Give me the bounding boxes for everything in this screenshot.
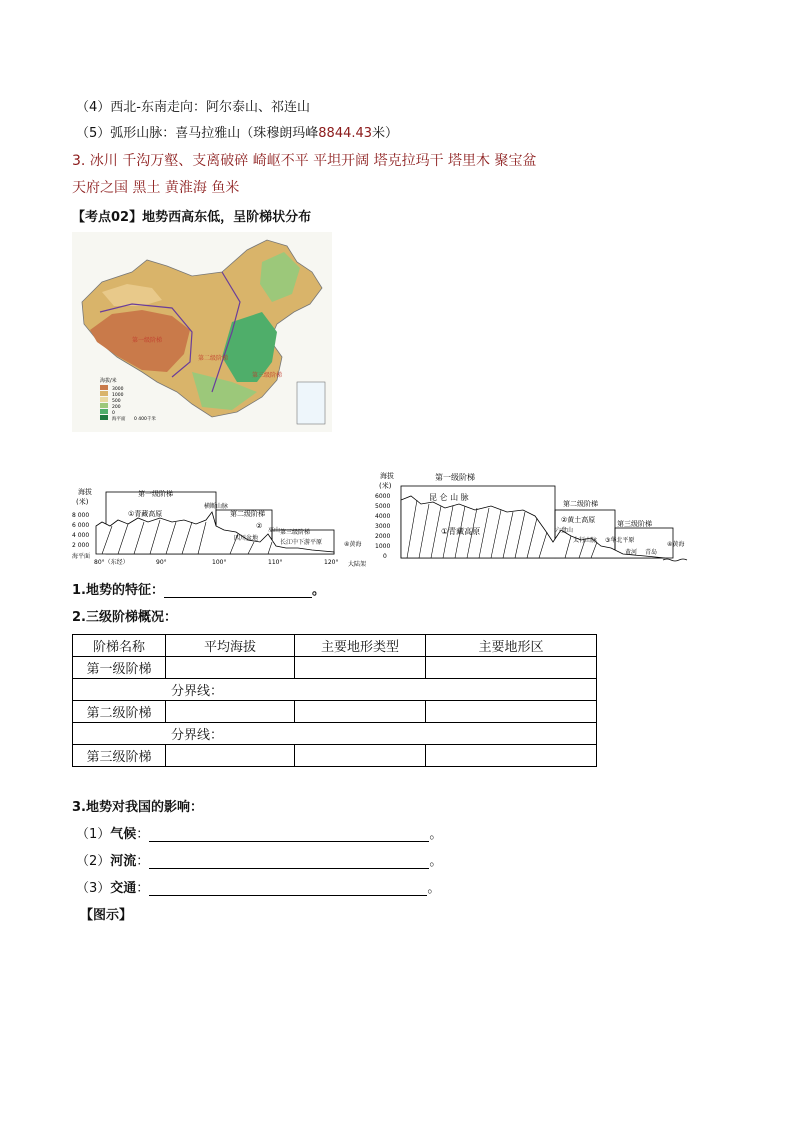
china-terrain-map xyxy=(72,232,332,432)
right-liupan: 六盘山 xyxy=(555,527,574,534)
left-region1: ①青藏高原 xyxy=(128,510,163,518)
left-region2: ② xyxy=(256,522,263,530)
q3-answer-blank[interactable] xyxy=(149,827,429,842)
answer-cell[interactable] xyxy=(166,657,295,679)
right-taihang: 太行山脉 xyxy=(573,537,598,544)
line5-prefix: （5）弧形山脉：喜马拉雅山（珠穆朗玛峰 xyxy=(76,126,319,141)
right-step1: 第一级阶梯 xyxy=(435,473,475,482)
table-row xyxy=(73,745,597,767)
q3-answer-blank[interactable] xyxy=(149,854,429,869)
profile-right xyxy=(375,466,695,566)
profile-left xyxy=(72,482,382,574)
right-sea: ④黄海 xyxy=(667,541,685,548)
left-sichuan: 四川盆地 xyxy=(234,535,259,542)
answer-cell[interactable] xyxy=(166,701,295,723)
q3-item-climate xyxy=(76,823,442,842)
table-row xyxy=(73,679,597,701)
right-ytick: 4000 xyxy=(375,513,391,520)
left-step1: 第一级阶梯 xyxy=(138,490,173,498)
q3-item-label: 气候 xyxy=(110,827,137,842)
left-step3: 第三级阶梯 xyxy=(280,529,311,536)
tushi-label: 【图示】 xyxy=(80,908,133,923)
legend-item: 3000 xyxy=(112,387,124,392)
q3-item-mark: ： xyxy=(136,881,150,896)
answer-cell[interactable] xyxy=(426,657,597,679)
left-xtick: 110° xyxy=(268,559,283,566)
q3-item-river xyxy=(76,850,442,869)
left-shelf: 大陆架 xyxy=(348,561,367,568)
q3-item-mark: ： xyxy=(136,827,150,842)
mountain-line-4: （4）西北-东南走向：阿尔泰山、祁连山 xyxy=(76,100,310,115)
map-scale: 0 400千米 xyxy=(134,417,156,422)
right-step3: 第三级阶梯 xyxy=(617,520,652,528)
left-ytick: 8 000 xyxy=(72,512,90,519)
q3-item-num: （2） xyxy=(76,854,111,869)
left-yangtze: 长江中下游平原 xyxy=(280,539,323,546)
table-row xyxy=(73,701,597,723)
left-ytick: 4 000 xyxy=(72,532,90,539)
right-ytick: 3000 xyxy=(375,523,391,530)
right-yunit: (米) xyxy=(379,482,392,490)
right-region2: ②黄土高原 xyxy=(561,516,596,524)
q1-label: 1.地势的特征： xyxy=(72,583,164,598)
header-cell: 主要地形区 xyxy=(426,635,597,657)
answer-cell[interactable] xyxy=(426,745,597,767)
right-ytick: 6000 xyxy=(375,493,391,500)
mountain-line-5 xyxy=(76,122,398,141)
boundary-cell[interactable]: 分界线： xyxy=(73,679,597,701)
q3-item-label: 河流 xyxy=(110,854,137,869)
right-ytick: 0 xyxy=(383,553,387,560)
left-ytick: 2 000 xyxy=(72,542,90,549)
answer-line-3: 3. 冰川 千沟万壑、支离破碎 崎岖不平 平坦开阔 塔克拉玛干 塔里木 聚宝盆 xyxy=(72,153,537,169)
right-ytick: 5000 xyxy=(375,503,391,510)
right-ytick: 1000 xyxy=(375,543,391,550)
map-step2-label: 第二级阶梯 xyxy=(198,355,229,362)
right-ylabel: 海拔 xyxy=(380,472,394,480)
legend-item: 1000 xyxy=(112,393,124,398)
row-label: 第二级阶梯 xyxy=(73,701,166,723)
q3-item-end: 。 xyxy=(429,854,443,869)
left-hengduan: 横断山脉 xyxy=(204,503,229,510)
header-cell: 平均海拔 xyxy=(166,635,295,657)
row-label: 第三级阶梯 xyxy=(73,745,166,767)
kaodian-title: 【考点02】地势西高东低，呈阶梯状分布 xyxy=(72,210,312,225)
left-wushan: 巫山 xyxy=(268,527,281,534)
left-ytick: 6 000 xyxy=(72,522,90,529)
left-xtick: 90° xyxy=(156,559,167,566)
left-xtick: 80°（东经） xyxy=(94,559,129,566)
row-label: 第一级阶梯 xyxy=(73,657,166,679)
q3-item-transport xyxy=(76,877,440,896)
table-row xyxy=(73,723,597,745)
right-qingdao: 青岛 xyxy=(645,549,658,556)
right-kunlun: 昆 仑 山 脉 xyxy=(429,493,469,502)
right-huanghe: 黄河 xyxy=(625,549,638,556)
left-ylabel: 海拔 xyxy=(78,488,92,496)
line5-suffix: 米） xyxy=(372,126,399,141)
answer-line-3b: 天府之国 黑土 黄淮海 鱼米 xyxy=(72,180,240,196)
left-xtick: 120° xyxy=(324,559,339,566)
q3-item-end: 。 xyxy=(427,881,441,896)
right-ytick: 2000 xyxy=(375,533,391,540)
right-step2: 第二级阶梯 xyxy=(563,500,598,508)
question-2: 2.三级阶梯概况： xyxy=(72,610,177,625)
right-region3: ③华北平原 xyxy=(605,537,635,544)
q1-end: 。 xyxy=(311,583,325,598)
q3-item-num: （3） xyxy=(76,881,111,896)
q3-item-label: 交通 xyxy=(110,881,137,896)
header-cell: 阶梯名称 xyxy=(73,635,166,657)
map-step3-label: 第三级阶梯 xyxy=(252,372,283,379)
legend-item: 海平面 xyxy=(112,417,126,422)
left-sealevel: 海平面 xyxy=(72,553,91,560)
question-3: 3.地势对我国的影响： xyxy=(72,800,203,815)
table-header-row xyxy=(73,635,597,657)
legend-item: 200 xyxy=(112,405,121,410)
q1-answer-blank[interactable] xyxy=(164,583,312,598)
legend-item: 0 xyxy=(112,411,115,416)
q3-item-num: （1） xyxy=(76,827,111,842)
q3-item-mark: ： xyxy=(136,854,150,869)
left-sea: ④黄海 xyxy=(344,541,362,548)
answer-cell[interactable] xyxy=(426,701,597,723)
table-row xyxy=(73,657,597,679)
everest-height: 8844.43 xyxy=(318,126,373,141)
q3-answer-blank[interactable] xyxy=(149,881,427,896)
boundary-cell[interactable]: 分界线： xyxy=(73,723,597,745)
legend-title: 海拔/米 xyxy=(100,378,117,384)
q3-item-end: 。 xyxy=(429,827,443,842)
header-cell: 主要地形类型 xyxy=(295,635,426,657)
left-xtick: 100° xyxy=(212,559,227,566)
legend-item: 500 xyxy=(112,399,121,404)
answer-cell[interactable] xyxy=(295,745,426,767)
steps-table xyxy=(72,634,597,767)
answer-cell[interactable] xyxy=(166,745,295,767)
answer-cell[interactable] xyxy=(295,701,426,723)
map-step1-label: 第一级阶梯 xyxy=(132,337,163,344)
answer-cell[interactable] xyxy=(295,657,426,679)
right-region1: ①青藏高原 xyxy=(441,527,481,536)
left-step2: 第二级阶梯 xyxy=(230,510,265,518)
question-1 xyxy=(72,579,325,598)
left-yunit: (米) xyxy=(76,498,89,506)
